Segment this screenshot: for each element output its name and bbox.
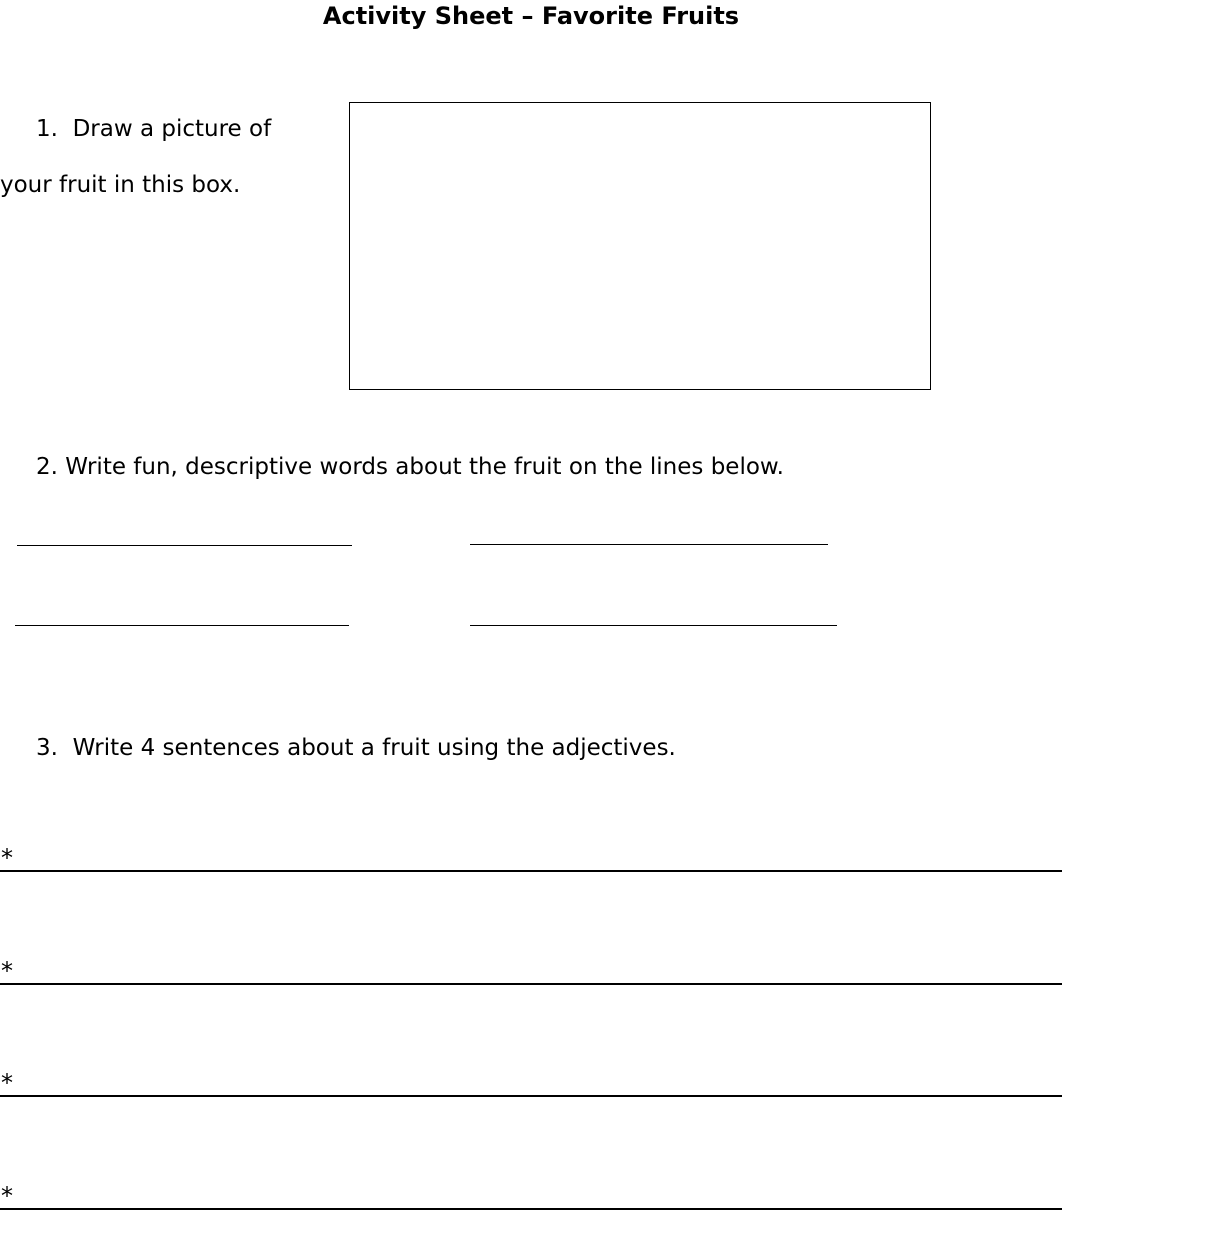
question-1-text-part-1: Draw a picture of xyxy=(72,116,272,142)
question-2-number: 2. xyxy=(36,454,58,480)
sentence-bullet-1: * xyxy=(1,844,13,872)
question-1-number: 1. xyxy=(36,116,58,142)
sentence-underline-4 xyxy=(0,1208,1062,1210)
question-2 xyxy=(36,452,784,482)
sentence-line-1[interactable] xyxy=(0,832,1062,872)
word-line-2[interactable] xyxy=(470,544,828,545)
question-1-text-part-2: your fruit in this box. xyxy=(0,172,241,198)
sentence-underline-3 xyxy=(0,1095,1062,1097)
word-line-3[interactable] xyxy=(15,625,349,626)
sentence-underline-1 xyxy=(0,870,1062,872)
drawing-box[interactable] xyxy=(349,102,931,390)
question-3-text: Write 4 sentences about a fruit using the adjectives. xyxy=(72,735,676,761)
sentence-underline-2 xyxy=(0,983,1062,985)
word-line-1[interactable] xyxy=(17,545,352,546)
question-3 xyxy=(36,733,676,763)
question-2-text: Write fun, descriptive words about the fruit on the lines below. xyxy=(65,454,784,480)
question-1-line-1 xyxy=(36,114,271,144)
sentence-bullet-2: * xyxy=(1,957,13,985)
sentence-line-2[interactable] xyxy=(0,945,1062,985)
word-line-4[interactable] xyxy=(470,625,837,626)
sentence-line-4[interactable] xyxy=(0,1170,1062,1210)
question-3-number: 3. xyxy=(36,735,58,761)
sentence-line-3[interactable] xyxy=(0,1057,1062,1097)
sentence-bullet-4: * xyxy=(1,1182,13,1210)
page-title: Activity Sheet – Favorite Fruits xyxy=(322,2,740,30)
sentence-bullet-3: * xyxy=(1,1069,13,1097)
